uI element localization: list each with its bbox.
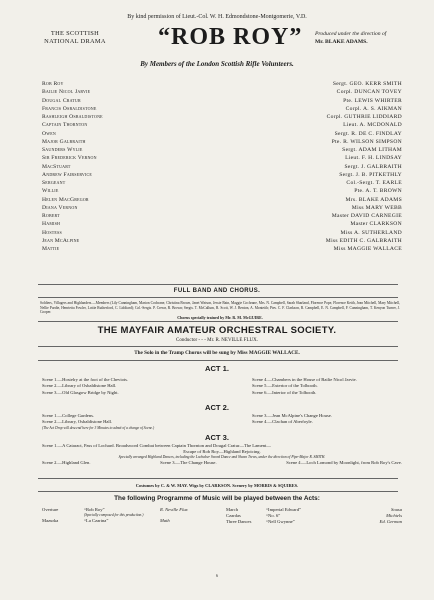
cast-row [42, 220, 402, 228]
act2-scene: Scene 4.—Clachan of Aberfoyle. [252, 419, 313, 425]
cast-actor: Sergt. ADAM LITHAM [342, 147, 402, 153]
permission-line: By kind permission of Lieut.-Col. W. H. Edmondstone-Montgomerie, V.D. [127, 14, 307, 20]
cast-list [42, 80, 402, 253]
orchestra-title: THE MAYFAIR AMATEUR ORCHESTRAL SOCIETY. [97, 325, 337, 336]
cast-actor: Pte. LEWIS WHIRTER [343, 97, 402, 104]
cast-row [42, 237, 402, 245]
cast-role: Bailie Nicol Jarvie [42, 89, 91, 96]
cast-row [42, 229, 402, 237]
music-name: “Nell Gwynne” [266, 519, 295, 525]
cast-actor: Miss EDITH C. GALBRAITH [325, 237, 402, 244]
cast-role: Major Galbraith [42, 138, 86, 145]
music-programme [42, 507, 402, 526]
act1-scene: Scene 3.—Old Glasgow Bridge by Night. [42, 389, 119, 395]
cast-role: Hamish [42, 221, 61, 228]
divider-costumes [38, 491, 398, 492]
heading-right [315, 30, 405, 46]
act3-last-row [42, 460, 402, 466]
act1-scene: Scene 6.—Interior of the Tolbooth. [252, 389, 317, 395]
cast-row [42, 154, 402, 162]
chorus-section [40, 301, 400, 321]
cast-row [42, 113, 402, 121]
music-left [42, 507, 218, 526]
cast-row [42, 187, 402, 195]
act3-heading: ACT 3. [204, 433, 230, 442]
cast-row [42, 138, 402, 146]
act2-note: (The Act Drop will descend here for 3 Minutes to admit of a change of Scene.) [42, 425, 155, 430]
music-name: “La Czarina” [84, 517, 109, 523]
cast-actor: Pte. A. T. BROWN [354, 188, 402, 195]
cast-actor: Lieut. A. MCDONALD [343, 122, 402, 129]
cast-role: MacStuart [42, 163, 71, 170]
cast-role: Captain Thornton [42, 122, 88, 129]
music-composer: Michiels [386, 513, 402, 519]
music-type: March [226, 507, 238, 512]
divider-acts [38, 478, 398, 479]
heading-right-line2: Mr. BLAKE ADAMS. [315, 39, 368, 45]
cast-actor: Col.-Sergt. T. EARLE [346, 180, 402, 186]
act2-right [252, 413, 402, 430]
cast-actor: Sergt. J. GALBRAITH [344, 163, 402, 170]
cast-row [42, 121, 402, 129]
members-line: By Members of the London Scottish Rifle Volunteers. [140, 60, 294, 68]
conductor-line: Conductor - - - Mr. R. NEVILLE FLUX. [176, 338, 258, 343]
act1-scene: Scene 1.—Hostelry at the foot of the Cheviots. [42, 377, 129, 382]
act2-scene: Scene 3.—Jean McAlpine's Change House. [252, 413, 332, 418]
cast-role: Helen MacGregor [42, 196, 89, 203]
cast-row [42, 179, 402, 187]
music-composer: Math [160, 517, 170, 523]
cast-row [42, 171, 402, 179]
costumes-line: Costumes by C. & W. MAY. Wigs by CLARKSON. Scenery by MORRIS & SQUIRES. [135, 483, 299, 488]
act1-right [252, 377, 402, 396]
cast-role: Rob Roy [42, 81, 64, 87]
act1-scene: Scene 2.—Library of Osbaldistone Hall. [42, 383, 117, 389]
cast-row [42, 245, 402, 253]
music-title: The following Programme of Music will be played between the Acts: [114, 495, 320, 502]
cast-role: Andrew Fairservice [42, 171, 93, 178]
act2-heading: ACT 2. [204, 403, 230, 412]
music-composer: R. Neville Flux [160, 507, 188, 512]
cast-role: Rashleigh Osbaldistone [42, 114, 103, 120]
divider-band [38, 297, 398, 298]
heading-right-line1: Produced under the direction of [315, 31, 387, 37]
cast-row [42, 212, 402, 220]
act3-scene4: Scene 4.—Loch Lomond by Moonlight, from Rob Roy's Cave. [286, 459, 402, 465]
act1-scene: Scene 4.—Chambers in the House of Bailie Nicol Jarvie. [252, 377, 357, 382]
music-name: “Imperial Edward” [266, 507, 302, 512]
act3-scene1: Scene 1.—A Cataract, Pass of Lochard. Broadsword Combat between Captain Thornton and Dougal Cratur—The Lament— [42, 443, 271, 448]
cast-role: Francis Osbaldistone [42, 105, 97, 112]
music-name: “Rob Roy” [84, 507, 105, 512]
act3-scenes [42, 443, 402, 466]
cast-actor: Corpl. DUNCAN TOVEY [336, 89, 402, 96]
heading [40, 24, 400, 58]
cast-actor: Miss MAGGIE WALLACE [333, 246, 402, 252]
music-item [42, 518, 218, 524]
cast-row [42, 88, 402, 96]
music-type: Czardas [226, 513, 241, 519]
page-number: 6 [216, 573, 218, 578]
cast-actor: Pte. R. WILSON SIMPSON [331, 138, 402, 145]
act1-heading: ACT 1. [204, 364, 230, 373]
cast-actor: Sergt. GEO. KERR SMITH [332, 81, 402, 87]
music-composer: Ed. German [379, 519, 402, 525]
heading-left [40, 30, 110, 46]
cast-actor: Sergt. J. B. PITKETHLY [339, 171, 402, 178]
divider-solo [38, 360, 398, 361]
music-item [226, 519, 402, 525]
cast-actor: Miss A. SUTHERLAND [340, 229, 402, 236]
cast-actor: Corpl. A. S. AIKMAN [345, 105, 402, 112]
cast-row [42, 97, 402, 105]
divider-chorus [38, 321, 398, 322]
act1-left [42, 377, 212, 396]
cast-role: Robert [42, 213, 60, 219]
act3-dance-note: Specially arranged Highland Dances, including the Lochaber Sword Dance and Shean Trews, under the direction of Pipe-Major R. SMITH. [118, 455, 326, 460]
chorus-list: Soldiers, Villagers and Highlanders.—Members (Lily Cunningham, Marion Cochrane, Christina Brown, Janet Watson, Jessie Bain, Maggie Cochrane, Mrs. N. Campbell, Sarah Sharland, Florence Pope, Florence Keith, Jean Mitchell, Mary Mitchell, Nellie Purdie, Henrietta Fowler, Lottie Rutherford, C. Liddiard); Col.-Sergts. P. Crerar, R. Brown; Sergts. T. McCallum, R. Scott, W. J. Benton, A. Monteith; Ptes. C. F. Clarkson, R. Campbell, E. N. Campbell, F. Cunningham, T. Kenyon Turner, J. Cooper. [40, 301, 400, 315]
chorus-trained: Chorus specially trained by Mr. R. M. McGUIRE. [177, 315, 263, 321]
cast-row [42, 196, 402, 204]
act2-scenes [42, 413, 402, 430]
cast-actor: Lieut. F. H. LINDSAY [345, 155, 402, 162]
cast-role: Willie [42, 188, 59, 195]
act3-scene1-cont: Escape of Rob Roy—Highland Rejoicing. [183, 449, 261, 455]
cast-role: Sir Frederick Vernon [42, 155, 97, 162]
music-type: Overture [42, 507, 59, 512]
cast-row [42, 146, 402, 154]
music-composer: Sousa [391, 507, 402, 512]
act1-scene: Scene 5.—Exterior of the Tolbooth. [252, 383, 318, 389]
cast-role: Mattie [42, 246, 60, 252]
cast-actor: Sergt. R. DE C. FINDLAY [334, 130, 402, 137]
music-right [226, 507, 402, 526]
act2-scene: Scene 1.—College Gardens. [42, 413, 95, 418]
cast-row [42, 163, 402, 171]
cast-role: Jean McAlpine [42, 237, 80, 244]
cast-role: Hostess [42, 229, 62, 236]
cast-actor: Master CLARKSON [350, 221, 402, 228]
solo-line: The Solo in the Tramp Chorus will be sung by Miss MAGGIE WALLACE. [134, 350, 300, 356]
act2-left [42, 413, 212, 430]
act2-scene: Scene 2.—Library, Osbaldistone Hall. [42, 419, 113, 425]
music-type: Mazurka [42, 517, 59, 523]
music-name: “No. 6” [266, 513, 281, 519]
cast-actor: Mrs. BLAKE ADAMS [345, 196, 402, 203]
play-title: “ROB ROY” [158, 24, 303, 50]
music-note: (Specially composed for this production.) [84, 513, 144, 518]
music-type: Three Dances [226, 519, 252, 525]
act3-scene2: Scene 2.—Highland Glen. [42, 459, 91, 465]
cast-role: Dougal Cratur [42, 97, 81, 104]
divider-cast [38, 284, 398, 285]
cast-role: Owen [42, 130, 56, 137]
heading-left-line1: THE SCOTTISH [50, 30, 100, 37]
cast-row [42, 80, 402, 88]
cast-actor: Corpl. GUTHRIE LIDDIARD [326, 114, 402, 120]
act3-scene3: Scene 3.—The Change House. [160, 459, 217, 465]
cast-row [42, 105, 402, 113]
cast-row [42, 130, 402, 138]
cast-role: Diana Vernon [42, 204, 78, 211]
cast-role: Sergeant [42, 180, 66, 186]
heading-left-line2: NATIONAL DRAMA [44, 38, 106, 45]
cast-actor: Miss MARY WEBB [351, 204, 402, 211]
band-line: FULL BAND AND CHORUS. [173, 288, 261, 294]
cast-actor: Master DAVID CARNEGIE [331, 213, 402, 219]
cast-row [42, 204, 402, 212]
act1-scenes [42, 377, 402, 396]
divider-orchestra [38, 346, 398, 347]
cast-role: Saunders Wylie [42, 147, 83, 153]
